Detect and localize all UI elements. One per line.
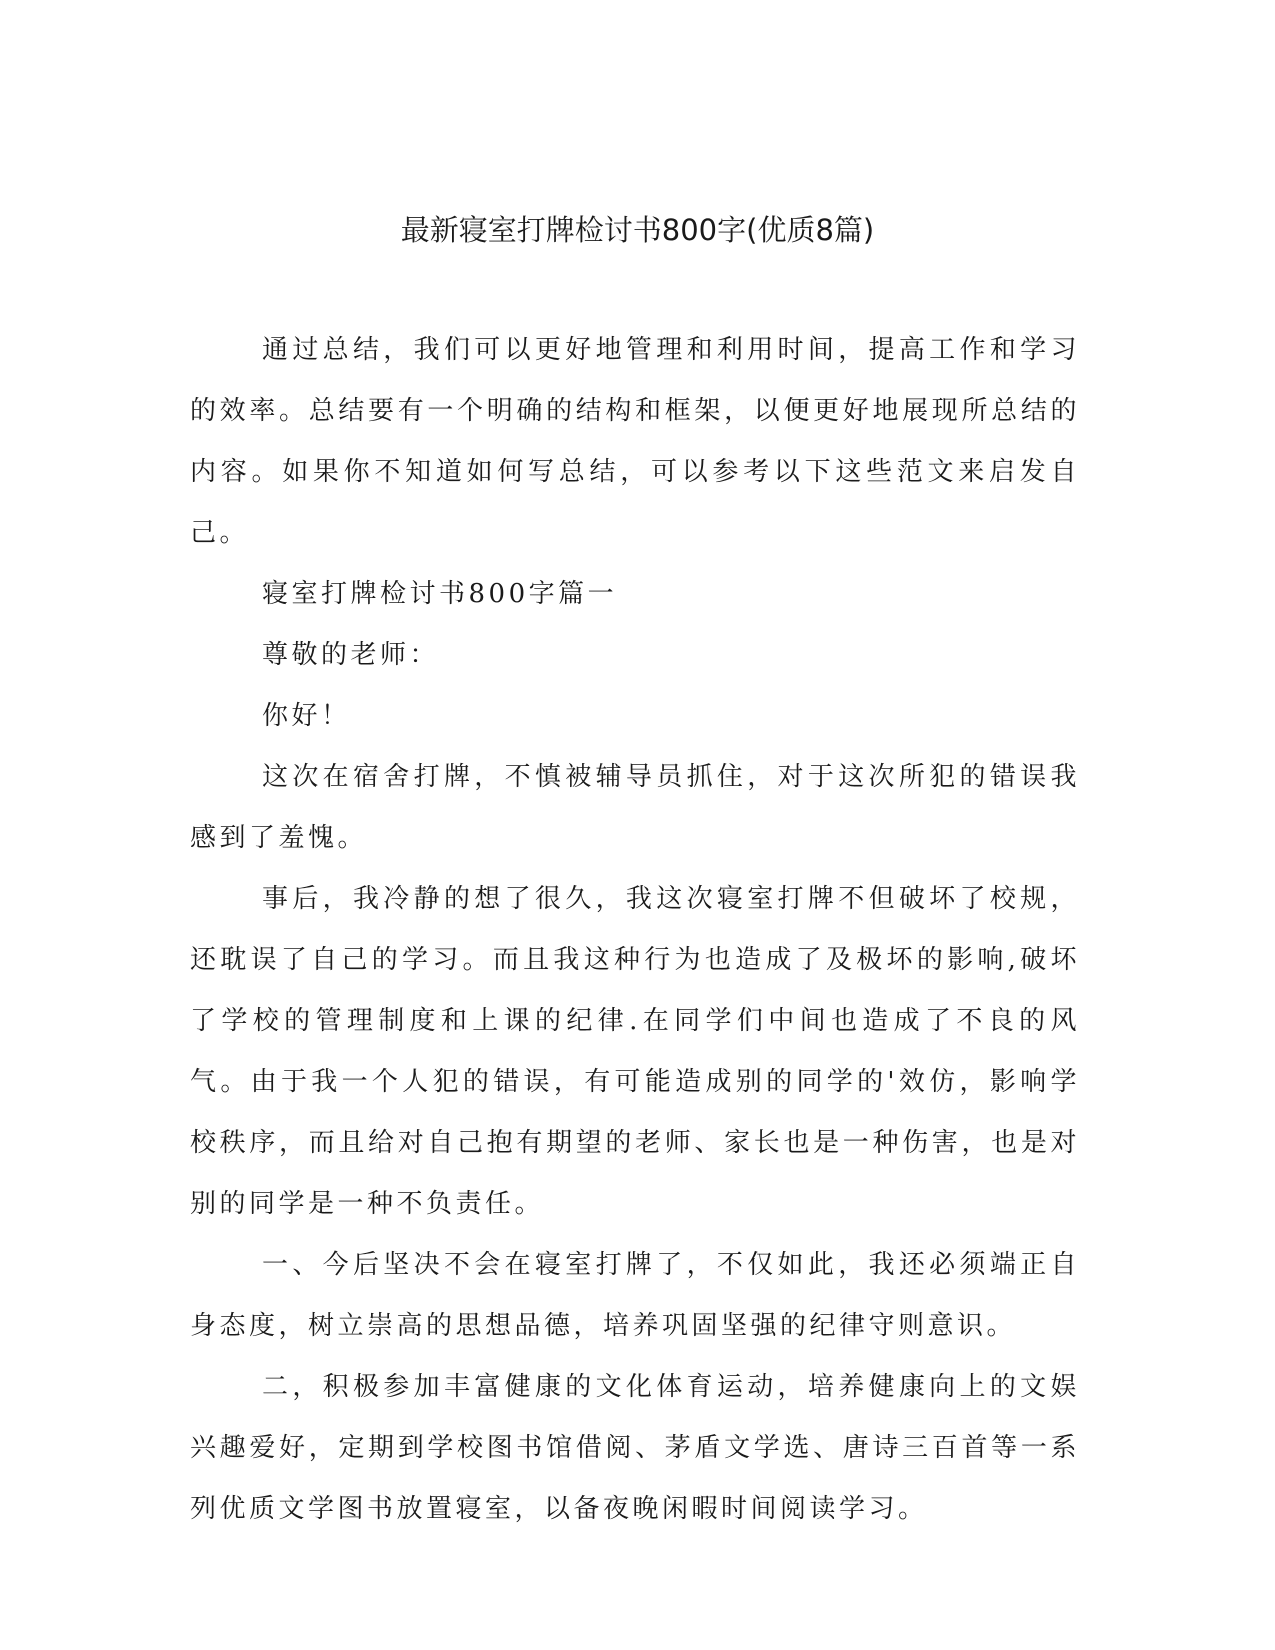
body-paragraph: 一、今后坚决不会在寝室打牌了，不仅如此，我还必须端正自身态度，树立崇高的思想品德，培养巩固坚强的纪律守则意识。 bbox=[190, 1250, 1080, 1341]
body-paragraph: 二，积极参加丰富健康的文化体育运动，培养健康向上的文娱兴趣爱好，定期到学校图书馆借阅、茅盾文学选、唐诗三百首等一系列优质文学图书放置寝室，以备夜晚闲暇时间阅读学习。 bbox=[190, 1372, 1080, 1524]
document-title: 最新寝室打牌检讨书800字(优质8篇) bbox=[400, 213, 875, 247]
body-paragraph: 这次在宿舍打牌，不慎被辅导员抓住，对于这次所犯的错误我感到了羞愧。 bbox=[190, 762, 1080, 853]
section-heading: 寝室打牌检讨书800字篇一 bbox=[262, 579, 618, 609]
salutation: 尊敬的老师： bbox=[262, 640, 440, 670]
document-body bbox=[190, 320, 1080, 1540]
greeting: 你好！ bbox=[262, 701, 351, 731]
intro-paragraph: 通过总结，我们可以更好地管理和利用时间，提高工作和学习的效率。总结要有一个明确的结构和框架，以便更好地展现所总结的内容。如果你不知道如何写总结，可以参考以下这些范文来启发自己。 bbox=[190, 335, 1080, 548]
body-paragraph: 事后，我冷静的想了很久，我这次寝室打牌不但破坏了校规，还耽误了自己的学习。而且我这种行为也造成了及极坏的影响,破坏了学校的管理制度和上课的纪律.在同学们中间也造成了不良的风气。由于我一个人犯的错误，有可能造成别的同学的'效仿，影响学校秩序，而且给对自己抱有期望的老师、家长也是一种伤害，也是对别的同学是一种不负责任。 bbox=[190, 884, 1080, 1219]
